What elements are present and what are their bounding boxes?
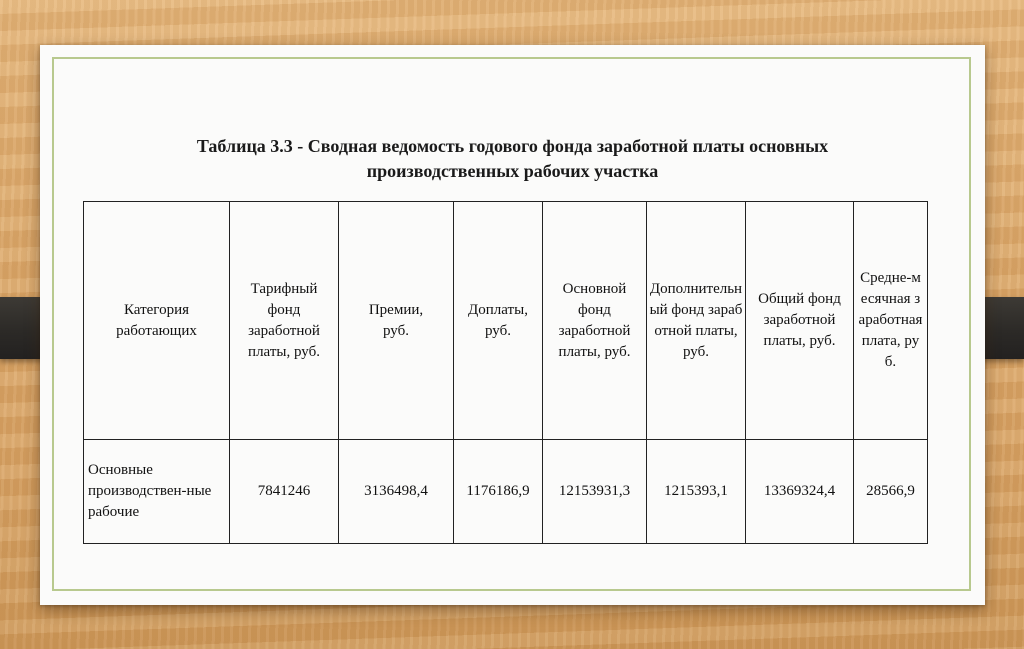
table-caption-line-2: производственных рабочих участка (366, 161, 659, 181)
payroll-summary-table (83, 201, 928, 544)
header-tariff-fund (230, 202, 339, 440)
header-total-fund-label: Общий фонд заработной платы, руб. (758, 291, 841, 349)
table-header-row (84, 202, 928, 440)
table-row (84, 440, 928, 544)
cell-surcharges: 1176186,9 (454, 440, 543, 544)
header-category-label: Категория работающих (116, 301, 197, 339)
cell-main-fund: 12153931,3 (543, 440, 647, 544)
cell-monthly-average: 28566,9 (854, 440, 928, 544)
header-additional-fund-label: Дополнительный фонд заработной платы, руб. (649, 280, 743, 360)
header-total-fund (746, 202, 854, 440)
header-main-fund-label: Основной фонд заработной платы, руб. (558, 280, 631, 360)
cell-bonuses: 3136498,4 (339, 440, 454, 544)
slide-paper (40, 45, 985, 605)
table-caption-line-1: Таблица 3.3 - Сводная ведомость годового фонда заработной платы основных (196, 136, 829, 156)
header-bonuses-label: Премии, руб. (368, 301, 424, 339)
header-additional-fund (647, 202, 746, 440)
cell-total-fund: 13369324,4 (746, 440, 854, 544)
header-main-fund (543, 202, 647, 440)
cell-category: Основные производствен-ные рабочие (84, 440, 230, 544)
header-surcharges-label: Доплаты, руб. (468, 301, 528, 339)
header-surcharges (454, 202, 543, 440)
header-monthly-average-label: Средне-месячная заработная плата, руб. (858, 270, 923, 370)
header-monthly-average (854, 202, 928, 440)
table-caption (85, 134, 940, 184)
header-category (84, 202, 230, 440)
cell-additional-fund: 1215393,1 (647, 440, 746, 544)
cell-tariff-fund: 7841246 (230, 440, 339, 544)
header-bonuses (339, 202, 454, 440)
header-tariff-fund-label: Тарифный фонд заработной платы, руб. (248, 280, 320, 360)
